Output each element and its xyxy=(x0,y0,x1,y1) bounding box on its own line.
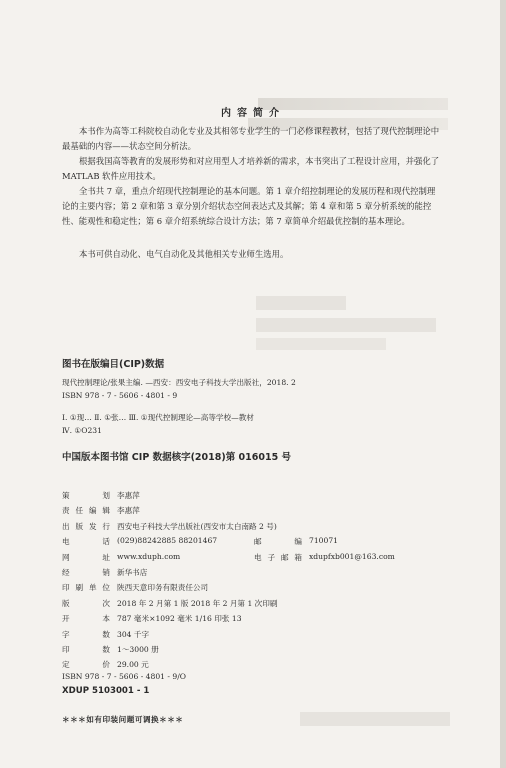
info-label: 责 任 编 辑 xyxy=(62,506,110,516)
info-value: 787 毫米×1092 毫米 1/16 印张 13 xyxy=(117,614,242,624)
info-value: (029)88242885 88201467 xyxy=(117,536,218,546)
info-value: www.xduph.com xyxy=(117,551,181,561)
intro-paragraph: 全书共 7 章，重点介绍现代控制理论的基本问题。第 1 章介绍控制理论的发展历程和现代控制理论的主要内容；第 2 章和第 3 章分别介绍状态空间表达式及其解；第 4 章和第 5 章分析系统的能控性、能观性和稳定性；第 6 章介绍系统综合设计方法；第 7 章简单介绍最优控制的基本理论。 xyxy=(62,186,436,226)
cip-line: ISBN 978 - 7 - 5606 - 4801 - 9 xyxy=(62,391,178,400)
intro-paragraph: 本书可供自动化、电气自动化及其他相关专业师生选用。 xyxy=(79,249,289,259)
info-value: 29.00 元 xyxy=(117,660,149,670)
info-label: 开 本 xyxy=(62,614,110,624)
intro-paragraph: 本书作为高等工科院校自动化专业及其相邻专业学生的一门必修课程教材，包括了现代控制理论中最基础的内容——状态空间分析法。 xyxy=(62,126,440,151)
info-label: 网 址 xyxy=(62,552,110,562)
intro-title: 内容简介 xyxy=(221,108,285,119)
info-value: xdupfxb001@163.com xyxy=(309,551,395,561)
info-label: 经 销 xyxy=(62,568,110,577)
cip-line: Ⅳ. ①O231 xyxy=(62,426,102,435)
info-label: 电 话 xyxy=(62,537,110,547)
info-value: 李惠萍 xyxy=(117,506,140,516)
info-label: 出 版 发 行 xyxy=(62,521,110,531)
info-label: 电 子 邮 箱 xyxy=(254,552,302,562)
bleed-through-shadow xyxy=(300,712,450,726)
info-value: 1～3000 册 xyxy=(117,645,159,654)
info-value: 304 千字 xyxy=(117,629,150,639)
footer-note: ＊＊＊如有印装问题可调换＊＊＊ xyxy=(62,715,184,724)
info-label: 定 价 xyxy=(62,660,110,670)
cip-line: 现代控制理论/张果主编. —西安：西安电子科技大学出版社，2018. 2 xyxy=(62,378,296,387)
cip-record-number: 中国版本图书馆 CIP 数据核字(2018)第 016015 号 xyxy=(62,452,291,463)
info-value: 西安电子科技大学出版社(西安市太白南路 2 号) xyxy=(117,521,277,531)
cip-heading: 图书在版编目(CIP)数据 xyxy=(62,359,165,370)
intro-paragraph: 根据我国高等教育的发展形势和对应用型人才培养新的需求，本书突出了工程设计应用，并强化了 MATLAB 软件应用技术。 xyxy=(62,156,440,181)
xdup-code: XDUP 5103001 - 1 xyxy=(62,686,150,696)
bleed-through-shadow xyxy=(256,338,386,350)
info-value: 李惠萍 xyxy=(117,491,140,500)
info-label: 印 数 xyxy=(62,645,110,654)
bleed-through-shadow xyxy=(256,296,346,310)
info-value: 710071 xyxy=(309,536,338,546)
info-value: 新华书店 xyxy=(117,568,148,577)
info-label: 印 刷 单 位 xyxy=(62,583,110,593)
info-label: 策 划 xyxy=(62,491,110,500)
info-label: 邮 编 xyxy=(254,537,302,547)
bleed-through-shadow xyxy=(256,318,436,332)
info-value: 2018 年 2 月第 1 版 2018 年 2 月第 1 次印刷 xyxy=(117,598,278,608)
info-label: 字 数 xyxy=(62,629,110,639)
cip-line: Ⅰ. ①现… Ⅱ. ①张… Ⅲ. ①现代控制理论—高等学校—教材 xyxy=(62,413,254,422)
info-label: 版 次 xyxy=(62,598,110,608)
info-value: 陕西天意印务有限责任公司 xyxy=(117,583,209,593)
isbn-line: ISBN 978 - 7 - 5606 - 4801 - 9/O xyxy=(62,672,187,681)
